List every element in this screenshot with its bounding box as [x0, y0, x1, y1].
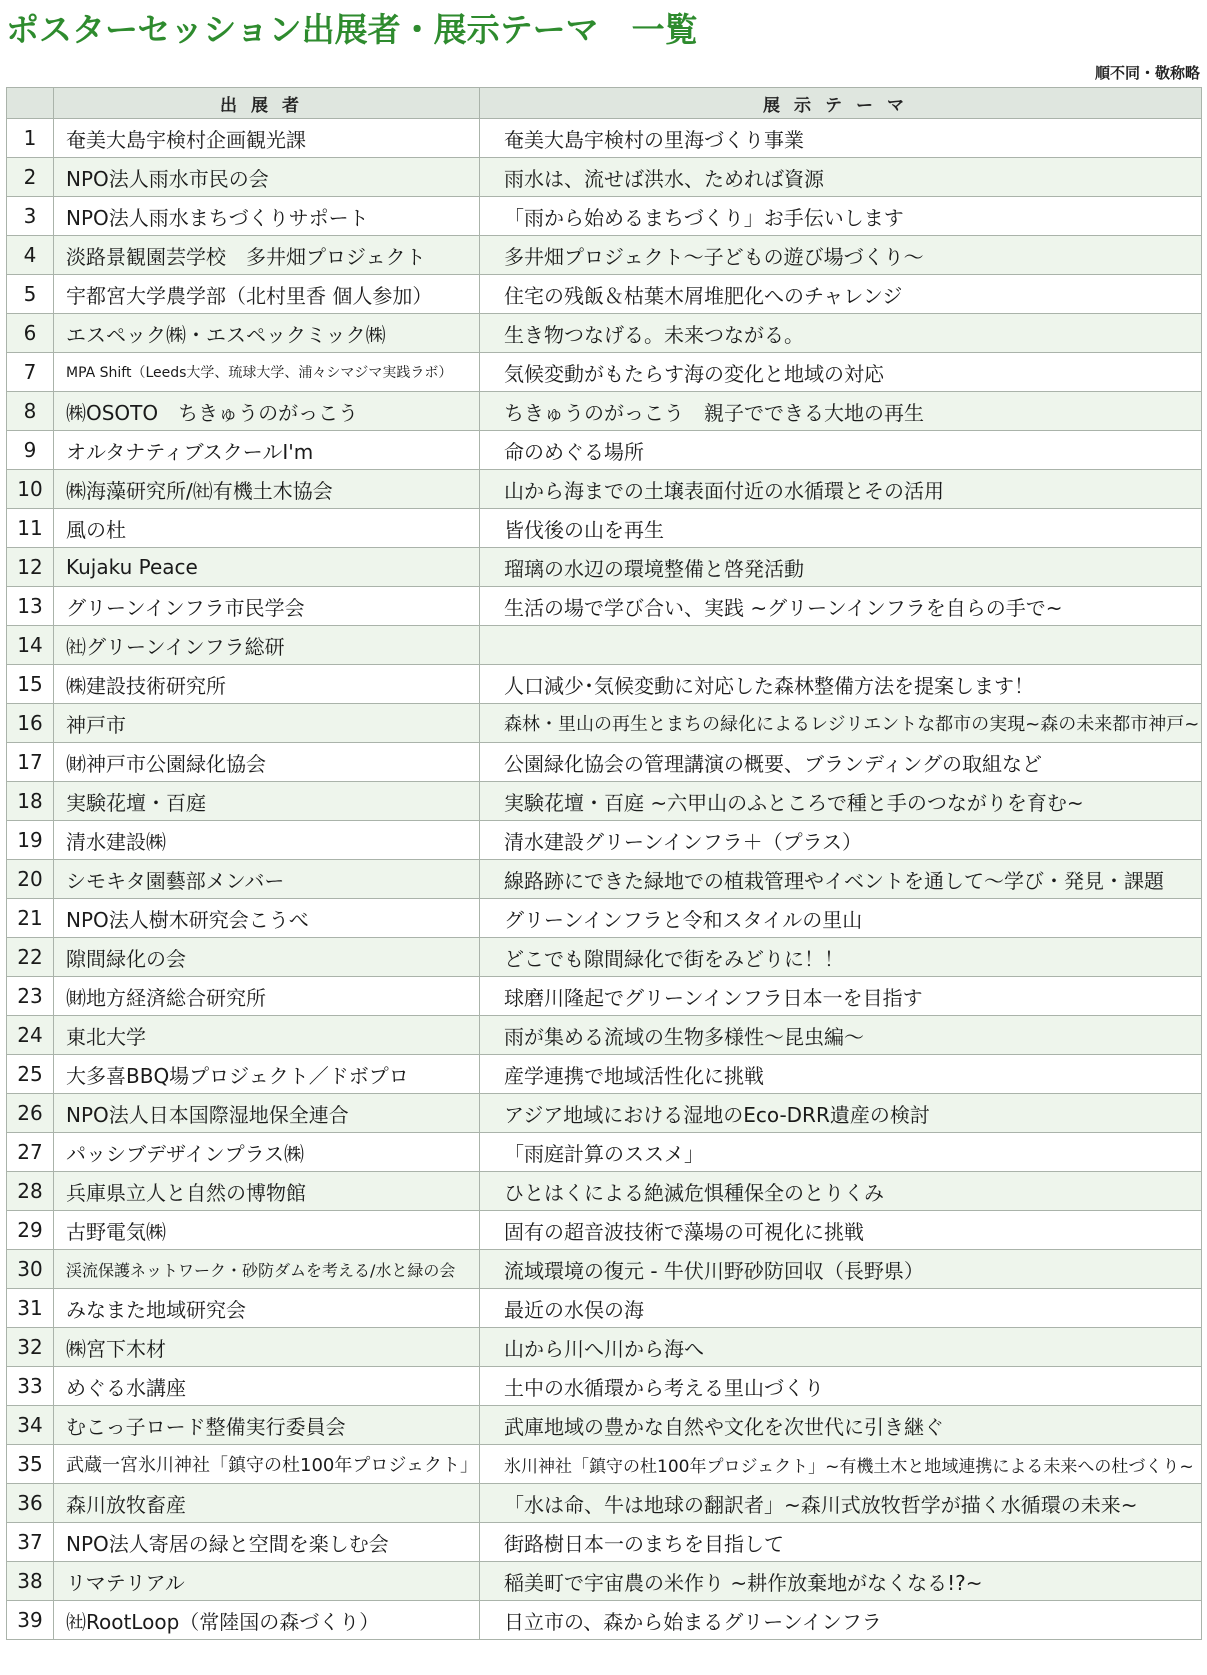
theme-cell: 雨水は、流せば洪水、ためれば資源 [480, 158, 1202, 197]
row-number: 24 [7, 1016, 54, 1055]
exhibitor-cell: ㈱OSOTO ちきゅうのがっこう [54, 392, 480, 431]
table-row [7, 470, 1202, 509]
table-row [7, 548, 1202, 587]
row-number: 23 [7, 977, 54, 1016]
table-row [7, 821, 1202, 860]
exhibitor-cell: エスペック㈱・エスペックミック㈱ [54, 314, 480, 353]
table-row [7, 938, 1202, 977]
row-number: 1 [7, 119, 54, 158]
table-row [7, 1406, 1202, 1445]
exhibitor-cell: 奄美大島宇検村企画観光課 [54, 119, 480, 158]
theme-cell: 「水は命、牛は地球の翻訳者」~森川式放牧哲学が描く水循環の未来~ [480, 1484, 1202, 1523]
theme-cell: どこでも隙間緑化で街をみどりに！！ [480, 938, 1202, 977]
theme-cell [480, 626, 1202, 665]
row-number: 8 [7, 392, 54, 431]
theme-cell: 奄美大島宇検村の里海づくり事業 [480, 119, 1202, 158]
exhibitor-cell: ㈱宮下木材 [54, 1328, 480, 1367]
theme-cell: 清水建設グリーンインフラ＋（プラス） [480, 821, 1202, 860]
row-number: 15 [7, 665, 54, 704]
theme-cell: 「雨庭計算のススメ」 [480, 1133, 1202, 1172]
table-row [7, 1601, 1202, 1640]
table-row [7, 899, 1202, 938]
theme-cell: 生活の場で学び合い、実践 ~グリーンインフラを自らの手で~ [480, 587, 1202, 626]
theme-cell: 球磨川隆起でグリーンインフラ日本一を目指す [480, 977, 1202, 1016]
table-body [7, 119, 1202, 1640]
row-number: 18 [7, 782, 54, 821]
theme-cell: 森林・里山の再生とまちの緑化によるレジリエントな都市の実現~森の未来都市神戸~ [480, 704, 1202, 743]
exhibitor-cell: リマテリアル [54, 1562, 480, 1601]
row-number: 14 [7, 626, 54, 665]
exhibitor-cell: シモキタ園藝部メンバー [54, 860, 480, 899]
table-row [7, 1328, 1202, 1367]
table-row [7, 1445, 1202, 1484]
theme-cell: 流域環境の復元 - 牛伏川野砂防回収（長野県） [480, 1250, 1202, 1289]
row-number: 2 [7, 158, 54, 197]
exhibitor-cell: ㈶神戸市公園緑化協会 [54, 743, 480, 782]
table-row [7, 158, 1202, 197]
exhibitor-cell: グリーンインフラ市民学会 [54, 587, 480, 626]
row-number: 32 [7, 1328, 54, 1367]
exhibitor-cell: 清水建設㈱ [54, 821, 480, 860]
theme-cell: 固有の超音波技術で藻場の可視化に挑戦 [480, 1211, 1202, 1250]
page-title: ポスターセッション出展者・展示テーマ 一覧 [6, 10, 698, 49]
theme-cell: 多井畑プロジェクト～子どもの遊び場づくり～ [480, 236, 1202, 275]
row-number: 39 [7, 1601, 54, 1640]
table-row [7, 353, 1202, 392]
exhibitor-cell: 淡路景観園芸学校 多井畑プロジェクト [54, 236, 480, 275]
exhibitor-cell: 神戸市 [54, 704, 480, 743]
table-row [7, 977, 1202, 1016]
row-number: 30 [7, 1250, 54, 1289]
exhibitor-cell: みなまた地域研究会 [54, 1289, 480, 1328]
row-number: 7 [7, 353, 54, 392]
theme-cell: ちきゅうのがっこう 親子でできる大地の再生 [480, 392, 1202, 431]
table-row [7, 197, 1202, 236]
theme-cell: 生き物つなげる。未来つながる。 [480, 314, 1202, 353]
exhibitor-cell: 渓流保護ネットワーク・砂防ダムを考える/水と緑の会 [54, 1250, 480, 1289]
row-number: 16 [7, 704, 54, 743]
row-number: 38 [7, 1562, 54, 1601]
theme-cell: アジア地域における湿地のEco-DRR遺産の検討 [480, 1094, 1202, 1133]
theme-cell: 皆伐後の山を再生 [480, 509, 1202, 548]
theme-cell: ひとはくによる絶滅危惧種保全のとりくみ [480, 1172, 1202, 1211]
row-number: 34 [7, 1406, 54, 1445]
row-number: 10 [7, 470, 54, 509]
row-number: 33 [7, 1367, 54, 1406]
theme-cell: 命のめぐる場所 [480, 431, 1202, 470]
table-row [7, 1211, 1202, 1250]
table-row [7, 665, 1202, 704]
theme-cell: 気候変動がもたらす海の変化と地域の対応 [480, 353, 1202, 392]
row-number: 25 [7, 1055, 54, 1094]
table-row [7, 782, 1202, 821]
exhibitor-cell: 大多喜BBQ場プロジェクト／ドボプロ [54, 1055, 480, 1094]
table-row [7, 1250, 1202, 1289]
theme-cell: 稲美町で宇宙農の米作り ~耕作放棄地がなくなる!?~ [480, 1562, 1202, 1601]
table-row [7, 431, 1202, 470]
exhibitor-cell: ㈱建設技術研究所 [54, 665, 480, 704]
row-number: 37 [7, 1523, 54, 1562]
theme-cell: グリーンインフラと令和スタイルの里山 [480, 899, 1202, 938]
theme-cell: 線路跡にできた緑地での植栽管理やイベントを通して～学び・発見・課題 [480, 860, 1202, 899]
row-number: 19 [7, 821, 54, 860]
row-number: 22 [7, 938, 54, 977]
table-row [7, 587, 1202, 626]
exhibitor-cell: ㈳グリーンインフラ総研 [54, 626, 480, 665]
exhibitor-cell: めぐる水講座 [54, 1367, 480, 1406]
table-row [7, 1094, 1202, 1133]
table-row [7, 1289, 1202, 1328]
theme-header: 展示テーマ [480, 88, 1202, 119]
theme-cell: 氷川神社「鎮守の杜100年プロジェクト」~有機土木と地域連携による未来への杜づくり~ [480, 1445, 1202, 1484]
row-number: 4 [7, 236, 54, 275]
table-row [7, 1055, 1202, 1094]
theme-cell: 土中の水循環から考える里山づくり [480, 1367, 1202, 1406]
exhibitor-cell: 武蔵一宮氷川神社「鎮守の杜100年プロジェクト」 [54, 1445, 480, 1484]
table-row [7, 1172, 1202, 1211]
theme-cell: 街路樹日本一のまちを目指して [480, 1523, 1202, 1562]
table-row [7, 626, 1202, 665]
exhibitor-cell: パッシブデザインプラス㈱ [54, 1133, 480, 1172]
row-number: 3 [7, 197, 54, 236]
row-number: 11 [7, 509, 54, 548]
exhibitor-cell: 実験花壇・百庭 [54, 782, 480, 821]
row-number: 13 [7, 587, 54, 626]
table-row [7, 1367, 1202, 1406]
exhibitor-cell: 風の杜 [54, 509, 480, 548]
table-row [7, 1016, 1202, 1055]
table-row [7, 704, 1202, 743]
row-number: 6 [7, 314, 54, 353]
row-number: 21 [7, 899, 54, 938]
theme-cell: 産学連携で地域活性化に挑戦 [480, 1055, 1202, 1094]
table-row [7, 392, 1202, 431]
theme-cell: 「雨から始めるまちづくり」お手伝いします [480, 197, 1202, 236]
exhibitor-cell: ㈶地方経済総合研究所 [54, 977, 480, 1016]
exhibitor-cell: ㈱海藻研究所/㈳有機土木協会 [54, 470, 480, 509]
table-row [7, 314, 1202, 353]
table-row [7, 743, 1202, 782]
table-row [7, 275, 1202, 314]
exhibitor-header: 出展者 [54, 88, 480, 119]
row-number: 17 [7, 743, 54, 782]
row-number: 31 [7, 1289, 54, 1328]
exhibitor-table [6, 87, 1202, 1640]
exhibitor-cell: 兵庫県立人と自然の博物館 [54, 1172, 480, 1211]
exhibitor-cell: オルタナティブスクールI'm [54, 431, 480, 470]
exhibitor-cell: NPO法人日本国際湿地保全連合 [54, 1094, 480, 1133]
row-number: 35 [7, 1445, 54, 1484]
exhibitor-cell: 隙間緑化の会 [54, 938, 480, 977]
exhibitor-cell: Kujaku Peace [54, 548, 480, 587]
order-note: 順不同・敬称略 [1094, 64, 1200, 82]
theme-cell: 住宅の残飯＆枯葉木屑堆肥化へのチャレンジ [480, 275, 1202, 314]
table-row [7, 236, 1202, 275]
table-header-row [7, 88, 1202, 119]
theme-cell: 人口減少･気候変動に対応した森林整備方法を提案します！ [480, 665, 1202, 704]
exhibitor-cell: NPO法人樹木研究会こうべ [54, 899, 480, 938]
table-row [7, 1484, 1202, 1523]
theme-cell: 雨が集める流域の生物多様性～昆虫編～ [480, 1016, 1202, 1055]
theme-cell: 瑠璃の水辺の環境整備と啓発活動 [480, 548, 1202, 587]
theme-cell: 山から川へ川から海へ [480, 1328, 1202, 1367]
exhibitor-cell: NPO法人雨水まちづくりサポート [54, 197, 480, 236]
exhibitor-cell: NPO法人寄居の緑と空間を楽しむ会 [54, 1523, 480, 1562]
exhibitor-cell: NPO法人雨水市民の会 [54, 158, 480, 197]
exhibitor-cell: 宇都宮大学農学部（北村里香 個人参加） [54, 275, 480, 314]
row-number: 5 [7, 275, 54, 314]
exhibitor-cell: ㈳RootLoop（常陸国の森づくり） [54, 1601, 480, 1640]
exhibitor-cell: 古野電気㈱ [54, 1211, 480, 1250]
theme-cell: 日立市の、森から始まるグリーンインフラ [480, 1601, 1202, 1640]
table-row [7, 119, 1202, 158]
theme-cell: 実験花壇・百庭 ~六甲山のふところで種と手のつながりを育む~ [480, 782, 1202, 821]
row-number: 9 [7, 431, 54, 470]
table-row [7, 509, 1202, 548]
row-number: 28 [7, 1172, 54, 1211]
table-row [7, 1523, 1202, 1562]
exhibitor-cell: むこっ子ロード整備実行委員会 [54, 1406, 480, 1445]
exhibitor-cell: 森川放牧畜産 [54, 1484, 480, 1523]
row-number: 12 [7, 548, 54, 587]
theme-cell: 最近の水俣の海 [480, 1289, 1202, 1328]
table-row [7, 860, 1202, 899]
theme-cell: 武庫地域の豊かな自然や文化を次世代に引き継ぐ [480, 1406, 1202, 1445]
row-number: 20 [7, 860, 54, 899]
number-header [7, 88, 54, 119]
row-number: 36 [7, 1484, 54, 1523]
exhibitor-cell: MPA Shift（Leeds大学、琉球大学、浦々シマジマ実践ラボ） [54, 353, 480, 392]
exhibitor-cell: 東北大学 [54, 1016, 480, 1055]
table-row [7, 1133, 1202, 1172]
row-number: 27 [7, 1133, 54, 1172]
row-number: 29 [7, 1211, 54, 1250]
row-number: 26 [7, 1094, 54, 1133]
table-row [7, 1562, 1202, 1601]
theme-cell: 公園緑化協会の管理講演の概要、ブランディングの取組など [480, 743, 1202, 782]
theme-cell: 山から海までの土壌表面付近の水循環とその活用 [480, 470, 1202, 509]
